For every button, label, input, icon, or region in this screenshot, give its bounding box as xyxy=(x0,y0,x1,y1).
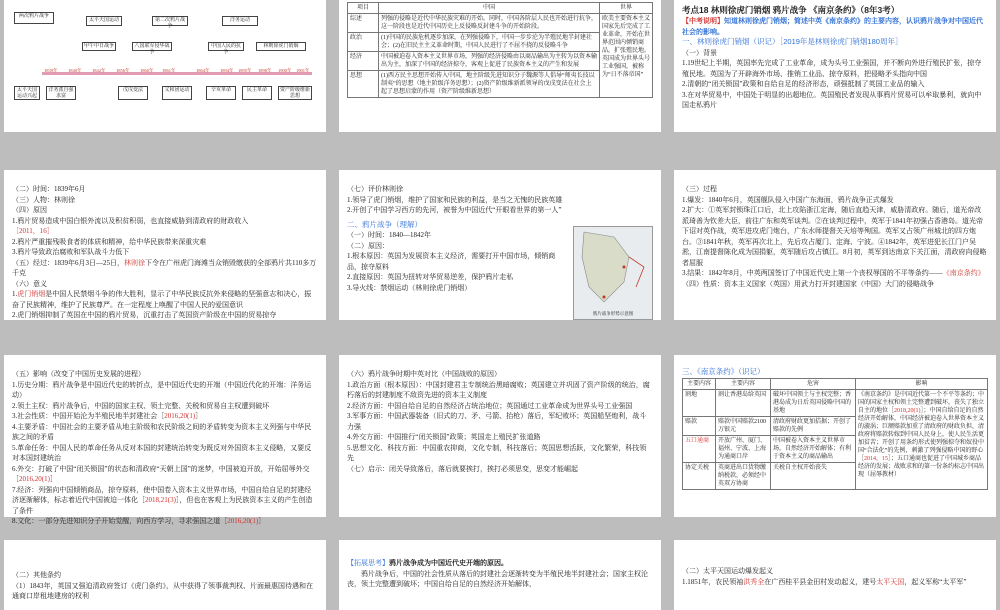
paragraph: （五）经过：1839年6月3日—25日， xyxy=(12,258,124,267)
timeline-box: 戊戌变法 xyxy=(118,86,148,100)
table-cell: 割让香港岛给英国 xyxy=(716,389,771,416)
table-cell: 综述 xyxy=(348,14,379,33)
exam-ref: 2016,20(1) xyxy=(19,475,50,483)
paragraph: 2.开创了中国学习西方的先河，被誉为中国近代“开眼看世界的第一人” xyxy=(347,206,562,214)
slide-linzexu xyxy=(339,170,661,320)
section-heading: 二、鸦片战争（理解） xyxy=(347,219,422,229)
table-cell-text: ］；中国自给自足的自然经济开始解体，中国经济被迫卷入世界资本主义的漩涡；巨额赔款加重了清政府的财政负担，清政府将赔款转嫁到中国人民身上，使人民生活更加贫苦；开创了用条约形式使列强掠夺和奴役中国“合法化”的先例，刺激了列强侵略中国的野心［ xyxy=(858,407,985,462)
paragraph: 鸦片战争后，中国的社会性质从落后的封建社会逐渐转变为半殖民地半封建社会；国家主权沦丧，领土完整遭到破坏；中国自给自足的自然经济开始解体， xyxy=(347,569,648,588)
timeline-box: 辛亥革命 xyxy=(206,86,236,100)
extension-title: 鸦片战争成为中国近代史开端的原因。 xyxy=(389,559,508,567)
sub-heading: （三）过程 xyxy=(682,185,717,193)
paragraph: 1.鸦片贸易造成中国白银外流以及积贫积弱，也直接威胁到清政府的财政收入 xyxy=(12,216,249,225)
table-header: 项目 xyxy=(348,3,379,14)
table-cell: 中国被卷入资本主义世界市场，自然经济开始解体；有利于资本主义的商品输出 xyxy=(771,435,856,462)
table-cell: 赔款 xyxy=(683,416,716,435)
timeline-year: 1856年 xyxy=(116,68,130,73)
table-cell: 中国被迫卷入资本主义世界市场，列强的经济侵略由以商品输出为主转为以资本输出为主，加深了中国的经济掠夺，客观上促进了民族资本主义的产生和发展 xyxy=(379,52,600,71)
slide-taiping xyxy=(674,540,996,610)
slide-timeline xyxy=(4,0,326,132)
slide-extension xyxy=(339,540,661,610)
table-cell: 欧美主要资本主义国家先后完成了工业革命，开始在世界范围内倾销商品，扩张殖民地。英国成为世界头号工业强国，被称为“日不落帝国” xyxy=(600,14,653,98)
table-row xyxy=(348,14,653,33)
table-row xyxy=(683,389,988,416)
paragraph: 4.外交方面：中国推行“闭关锁国”政策；英国走上殖民扩张道路 xyxy=(347,433,541,441)
timeline-box: 甲午中日战争 xyxy=(84,44,115,49)
timeline-year: 1860年 xyxy=(140,68,154,73)
paragraph: （二）时间：1839年6月 xyxy=(12,185,86,193)
table-header: 世界 xyxy=(600,3,653,14)
paragraph: 3.鸦片导致政治腐败和军队战斗力低下 xyxy=(12,248,130,256)
timeline-year: 1898年 xyxy=(258,68,272,73)
paragraph: 2.领土主权：鸦片战争后，中国的国家主权、领土完整、关税和贸易自主权遭到破坏 xyxy=(12,401,270,410)
paragraph: 2.清朝的“闭关锁国”政策和自给自足的经济形态，顽强抵制了英国工业品的输入 xyxy=(682,80,925,88)
paragraph: （二）原因： xyxy=(347,241,389,250)
paragraph: ］ xyxy=(195,412,203,420)
paragraph: ］，但也在客观上为民族资本主义的产生创造了条件 xyxy=(12,496,313,515)
table-cell-text: ］；五口通商也促进了中国城乡商品经济的发展；战败求和的第一份条约标志中国出现（屈辱教材） xyxy=(858,455,985,478)
table-cell: (1)西方民主思想开始传入中国，地主阶级先进知识分子魏源等人倡导“师夷长技以制夷”的思想（地主阶级洋务思想）；(2)资产阶级维新派领导的戊戌变法在社会上起了思想启蒙的作用（资产阶级维新思想） xyxy=(379,71,600,98)
paragraph: ］ xyxy=(49,475,57,483)
table-cell: 清政府财政更加拮据；开创了赔款的先例 xyxy=(771,416,856,435)
slide-other-treaties xyxy=(4,540,326,610)
sub-heading: （二）其他条约 xyxy=(12,571,61,579)
exam-ref: 2016,20(1) xyxy=(164,412,196,420)
timeline-year: 1839年 xyxy=(44,68,58,73)
paragraph: 2.经济方面：中国自给自足的自然经济占统治地位；英国通过工业革命成为世界头号工业强国 xyxy=(347,401,633,410)
table-cell: 政治 xyxy=(348,33,379,52)
paragraph: 3.军事方面：中国武器装备（旧式的刀、矛、弓箭、抬枪）落后，军纪败坏；英国船坚炮利，战斗力强 xyxy=(347,412,647,431)
paragraph: 是中国人民禁烟斗争的伟大胜利，显示了中华民族反抗外来侵略的坚强意志和决心，振奋了民族精神，维护了民族尊严。在一定程度上唤醒了中国人民的爱国意识 xyxy=(12,290,312,309)
timeline-year: 1864年 xyxy=(196,68,210,73)
table-header: 中国 xyxy=(379,3,600,14)
paragraph: 5.思想文化、科技方面：中国重农抑商，文化专制，科技落后；英国思想活跃，文化繁荣，科技领先 xyxy=(347,443,647,462)
sub-heading: （五）影响（改变了中国历史发展的进程） xyxy=(12,370,145,378)
paragraph: （一）时间：1840—1842年 xyxy=(347,231,431,239)
timeline-year: 1894年 xyxy=(220,68,234,73)
timeline-box: 资产阶级维新思想 xyxy=(280,88,311,99)
paragraph: 3.社会性质：中国开始沦为半殖民地半封建社会［ xyxy=(12,412,165,420)
paragraph: 2.扩大：①英军封锁珠江口后，北上攻陷浙江定海，随后直趋天津，威胁清政府。随后，道光帝改派琦善为钦差大臣，前往广东和英军谈判。②在谈判过程中，英军于1841年初强占香港岛。道光帝下诏对英作战，英军进攻虎门炮台，广东水师提督关天培等殉国。英军又占领广州城北的四方炮台。③1841年秋，英军再次北上，先后攻占厦门、定海、宁波。④1842年，英军进犯长江门户吴淞，江南提督陈化成为国捐躯，英军随后攻占镇江。8月初，英军到达南京下关江面，清政府向侵略者屈服 xyxy=(682,206,987,267)
sub-heading: （一）背景 xyxy=(682,48,717,57)
paragraph: 3.导火线：禁烟运动（林则徐虎门销烟） xyxy=(347,283,472,292)
timeline-box: 民主革命 xyxy=(242,86,272,100)
highlight: 《南京条约》 xyxy=(942,269,985,277)
paragraph: 2.虎门销烟抑制了英国在中国的鸦片贸易，沉重打击了英国资产阶级在中国的贸易掠夺 xyxy=(12,311,277,319)
paragraph: 7.经济：列强向中国倾销商品，掠夺原料，使中国卷入资本主义世界市场，中国自给自足的封建经济逐渐解体，标志着近代中国被迫一体化［ xyxy=(12,485,312,504)
slide-xiaoyan xyxy=(4,170,326,320)
paragraph: 闭关导致落后，落后就要挨打，挨打必须思变，思变才能崛起 xyxy=(389,464,578,473)
section-heading: 一、林则徐虎门销烟（识记）［2019年是林则徐虎门销烟180周年］ xyxy=(682,37,903,46)
paragraph: （四）原因 xyxy=(12,206,47,214)
exam-ref: 2016,20(1) xyxy=(227,517,259,525)
paragraph: 下令在广州虎门海滩当众销毁缴获的全部鸦片共110多万千克 xyxy=(12,258,317,277)
table-cell: 割地 xyxy=(683,389,716,416)
paragraph: ］ xyxy=(258,517,266,525)
timeline-diagram xyxy=(12,2,318,122)
paragraph: 8.文化：一部分先进知识分子开始觉醒，向西方学习，寻求强国之道［ xyxy=(12,517,228,525)
table-header: 主要内容 xyxy=(716,378,771,389)
highlight: 太平天国 xyxy=(876,577,905,586)
goal-text: 知道林则徐虎门销烟；简述中英《南京条约》的主要内容，认识鸦片战争对中国近代社会的影响。 xyxy=(682,17,983,36)
highlight: 洪秀全 xyxy=(743,577,765,586)
slide-comparison xyxy=(339,355,661,517)
timeline-box: 洋务运动 xyxy=(222,16,258,26)
table-cell: 思想 xyxy=(348,71,379,98)
timeline-year: 1901年 xyxy=(296,68,310,73)
paragraph: 1. xyxy=(12,290,18,298)
table-cell: 五口通商 xyxy=(683,435,716,462)
timeline-box: 太平天国运动 xyxy=(86,16,122,26)
paragraph: 4.主要矛盾：中国社会的主要矛盾从地主阶级和农民阶级之间的矛盾转变为资本主义列强与中华民族之间的矛盾 xyxy=(12,422,312,441)
paragraph: （七）启示： xyxy=(347,464,389,473)
slide-treaty xyxy=(674,355,996,517)
table-cell: 列强的侵略是近代中华民族灾难的开始。同时，中国各阶层人民也开始进行抗争，这一阶段也是近代中国历史上反侵略反封建斗争的开始阶段。 xyxy=(379,14,600,33)
section-heading: 三、《南京条约》（识记） xyxy=(682,367,765,376)
paragraph: 在广西桂平县金田村发动起义，建号 xyxy=(764,577,877,586)
paragraph: 5.革命任务：中国人民的革命任务从反对本国的封建统治转变为既反对外国资本主义侵略，又要反对本国封建统治 xyxy=(12,443,312,462)
table-cell xyxy=(856,389,988,489)
tag-label: 【拓展思考】 xyxy=(347,559,389,567)
timeline-box: 第二次鸦片战争 xyxy=(152,16,188,26)
slide-kaodian xyxy=(674,0,996,132)
slide-title: 考点18 林则徐虎门销烟 鸦片战争 《南京条约》（8年3考） xyxy=(682,5,900,15)
paragraph: ，起义军称“太平军” xyxy=(904,577,967,586)
sub-heading: （七）评价林则徐 xyxy=(347,185,403,193)
paragraph: 1.政治方面（根本原因）：中国封建君主专制统治黑暗腐败；英国建立并巩固了资产阶级的统治，腐朽落后的封建制度不敌资先进的资本主义制度 xyxy=(347,380,650,399)
timeline-year: 1842年 xyxy=(92,68,106,73)
table-cell: 协定关税 xyxy=(683,462,716,489)
paragraph: 2.鸦片严重摧残吸食者的体质和精神，给中华民族带来深重灾难 xyxy=(12,237,207,246)
table-cell: 关税自主权开始丧失 xyxy=(771,462,856,489)
exam-ref: 2018,20(1) xyxy=(894,407,921,414)
table-header: 影响 xyxy=(856,378,988,389)
paragraph: （1）1843年，英国又强迫清政府签订《虎门条约》，从中获得了领事裁判权、片面最惠国待遇和在通商口岸租地建房的权利 xyxy=(12,581,313,600)
timeline-box: 八国联军侵华战争 xyxy=(132,42,172,51)
paragraph: 2.直接原因：英国为扭转对华贸易逆差，保护鸦片走私 xyxy=(347,273,514,281)
timeline-box: 太平天国运动兴起 xyxy=(14,86,40,100)
paragraph: 3.在对华贸易中，中国处于明显的出超地位。英国殖民者发现从事鸦片贸易可以牟取暴利，就向中国走私鸦片 xyxy=(682,90,982,109)
paragraph: 1.根本原因：英国为发展资本主义经济，需要打开中国市场，倾销商品，掠夺原料 xyxy=(347,252,556,271)
paragraph: 1.1851年，农民领袖 xyxy=(682,577,744,586)
timeline-box: 洋务派自强求富 xyxy=(46,86,76,100)
table-cell: (1)中国的民族危机逐步加深，在列强侵略下，中国一步步沦为半殖民地半封建社会；(2)在旧民主主义革命时期，中国人民进行了不屈不挠的反侵略斗争 xyxy=(379,33,600,52)
goal-label: 【中考说明】 xyxy=(682,17,724,25)
map-graphic xyxy=(574,227,652,307)
exam-ref: ［2011，16］ xyxy=(12,227,54,235)
timeline-year: 1861年 xyxy=(162,68,176,73)
timeline-year: 1840年 xyxy=(68,68,82,73)
paragraph: （三）人物：林则徐 xyxy=(12,195,75,204)
table-cell: 破坏中国领土与主权完整；香港岛成为日后英国侵略中国的基地 xyxy=(771,389,856,416)
highlight: 虎门销烟 xyxy=(17,290,46,298)
paragraph: 3.结果：1842年8月，中英两国签订了中国近代史上第一个丧权辱国的不平等条约—— xyxy=(682,269,943,277)
treaty-table xyxy=(682,378,988,490)
paragraph: 6.外交：打破了中国“闭关锁国”的状态和清政府“天朝上国”的迷梦，中国被迫开放，开始屈辱外交［ xyxy=(12,464,310,483)
table-header: 危害 xyxy=(771,378,856,389)
slide-process xyxy=(674,170,996,320)
timeline-box: 两次鸦片战争 xyxy=(14,12,54,24)
paragraph: 1.爆发：1840年6月，英国舰队侵入中国广东海面，鸦片战争正式爆发 xyxy=(682,195,894,204)
timeline-year: 1900年 xyxy=(278,68,292,73)
map-caption: 鸦片战争形势示意图 xyxy=(592,310,634,316)
slide-impact xyxy=(4,355,326,525)
table-header: 主要内容 xyxy=(683,378,716,389)
table-cell-text: 《南京条约》是中国近代第一个不平等条约；中国的国家主权和领土完整遭到破坏，丧失了独立自主的地位［ xyxy=(858,391,985,414)
table-cell: 英商进出口货物缴纳税款，必须经中英双方协商 xyxy=(716,462,771,489)
slide-era-table xyxy=(339,0,661,132)
paragraph: 1.历史分期：鸦片战争是中国近代史的转折点，是中国近代史的开端（中国近代化的开端：洋务运动） xyxy=(12,380,312,399)
table-cell: 赔款中国赔款2100万银元 xyxy=(716,416,771,435)
timeline-box: 中国人民的抗争 xyxy=(208,42,244,51)
war-map-image xyxy=(573,226,653,320)
exam-ref: 2014，15 xyxy=(864,455,889,462)
paragraph: （四）性质：资本主义国家（英国）用武力打开封建国家（中国）大门的侵略战争 xyxy=(682,279,934,288)
timeline-box: 义和团运动 xyxy=(162,86,192,100)
paragraph: 1.19世纪上半期，英国率先完成了工业革命，成为头号工业强国，并不断向外进行殖民扩张，掠夺殖民地。英国为了开辟海外市场、推销工业品、掠夺原料，把侵略矛头指向中国 xyxy=(682,59,982,78)
table-cell: 开放广州、厦门、福州、宁波、上海为通商口岸 xyxy=(716,435,771,462)
timeline-box: 林则徐虎门销烟 xyxy=(256,42,306,51)
timeline-year: 1895年 xyxy=(238,68,252,73)
paragraph: （六）意义 xyxy=(12,279,47,288)
sub-heading: （六）鸦片战争时期中英对比（中国战败的原因） xyxy=(347,370,501,378)
sub-heading: （二）太平天国运动爆发起义 xyxy=(682,567,773,575)
era-table xyxy=(347,2,653,98)
highlight: 林则徐 xyxy=(124,258,145,267)
paragraph: 1.领导了虎门销烟，维护了国家和民族的利益，是当之无愧的民族英雄 xyxy=(347,195,563,204)
table-cell: 经济 xyxy=(348,52,379,71)
exam-ref: 2018,21(3) xyxy=(145,496,176,504)
